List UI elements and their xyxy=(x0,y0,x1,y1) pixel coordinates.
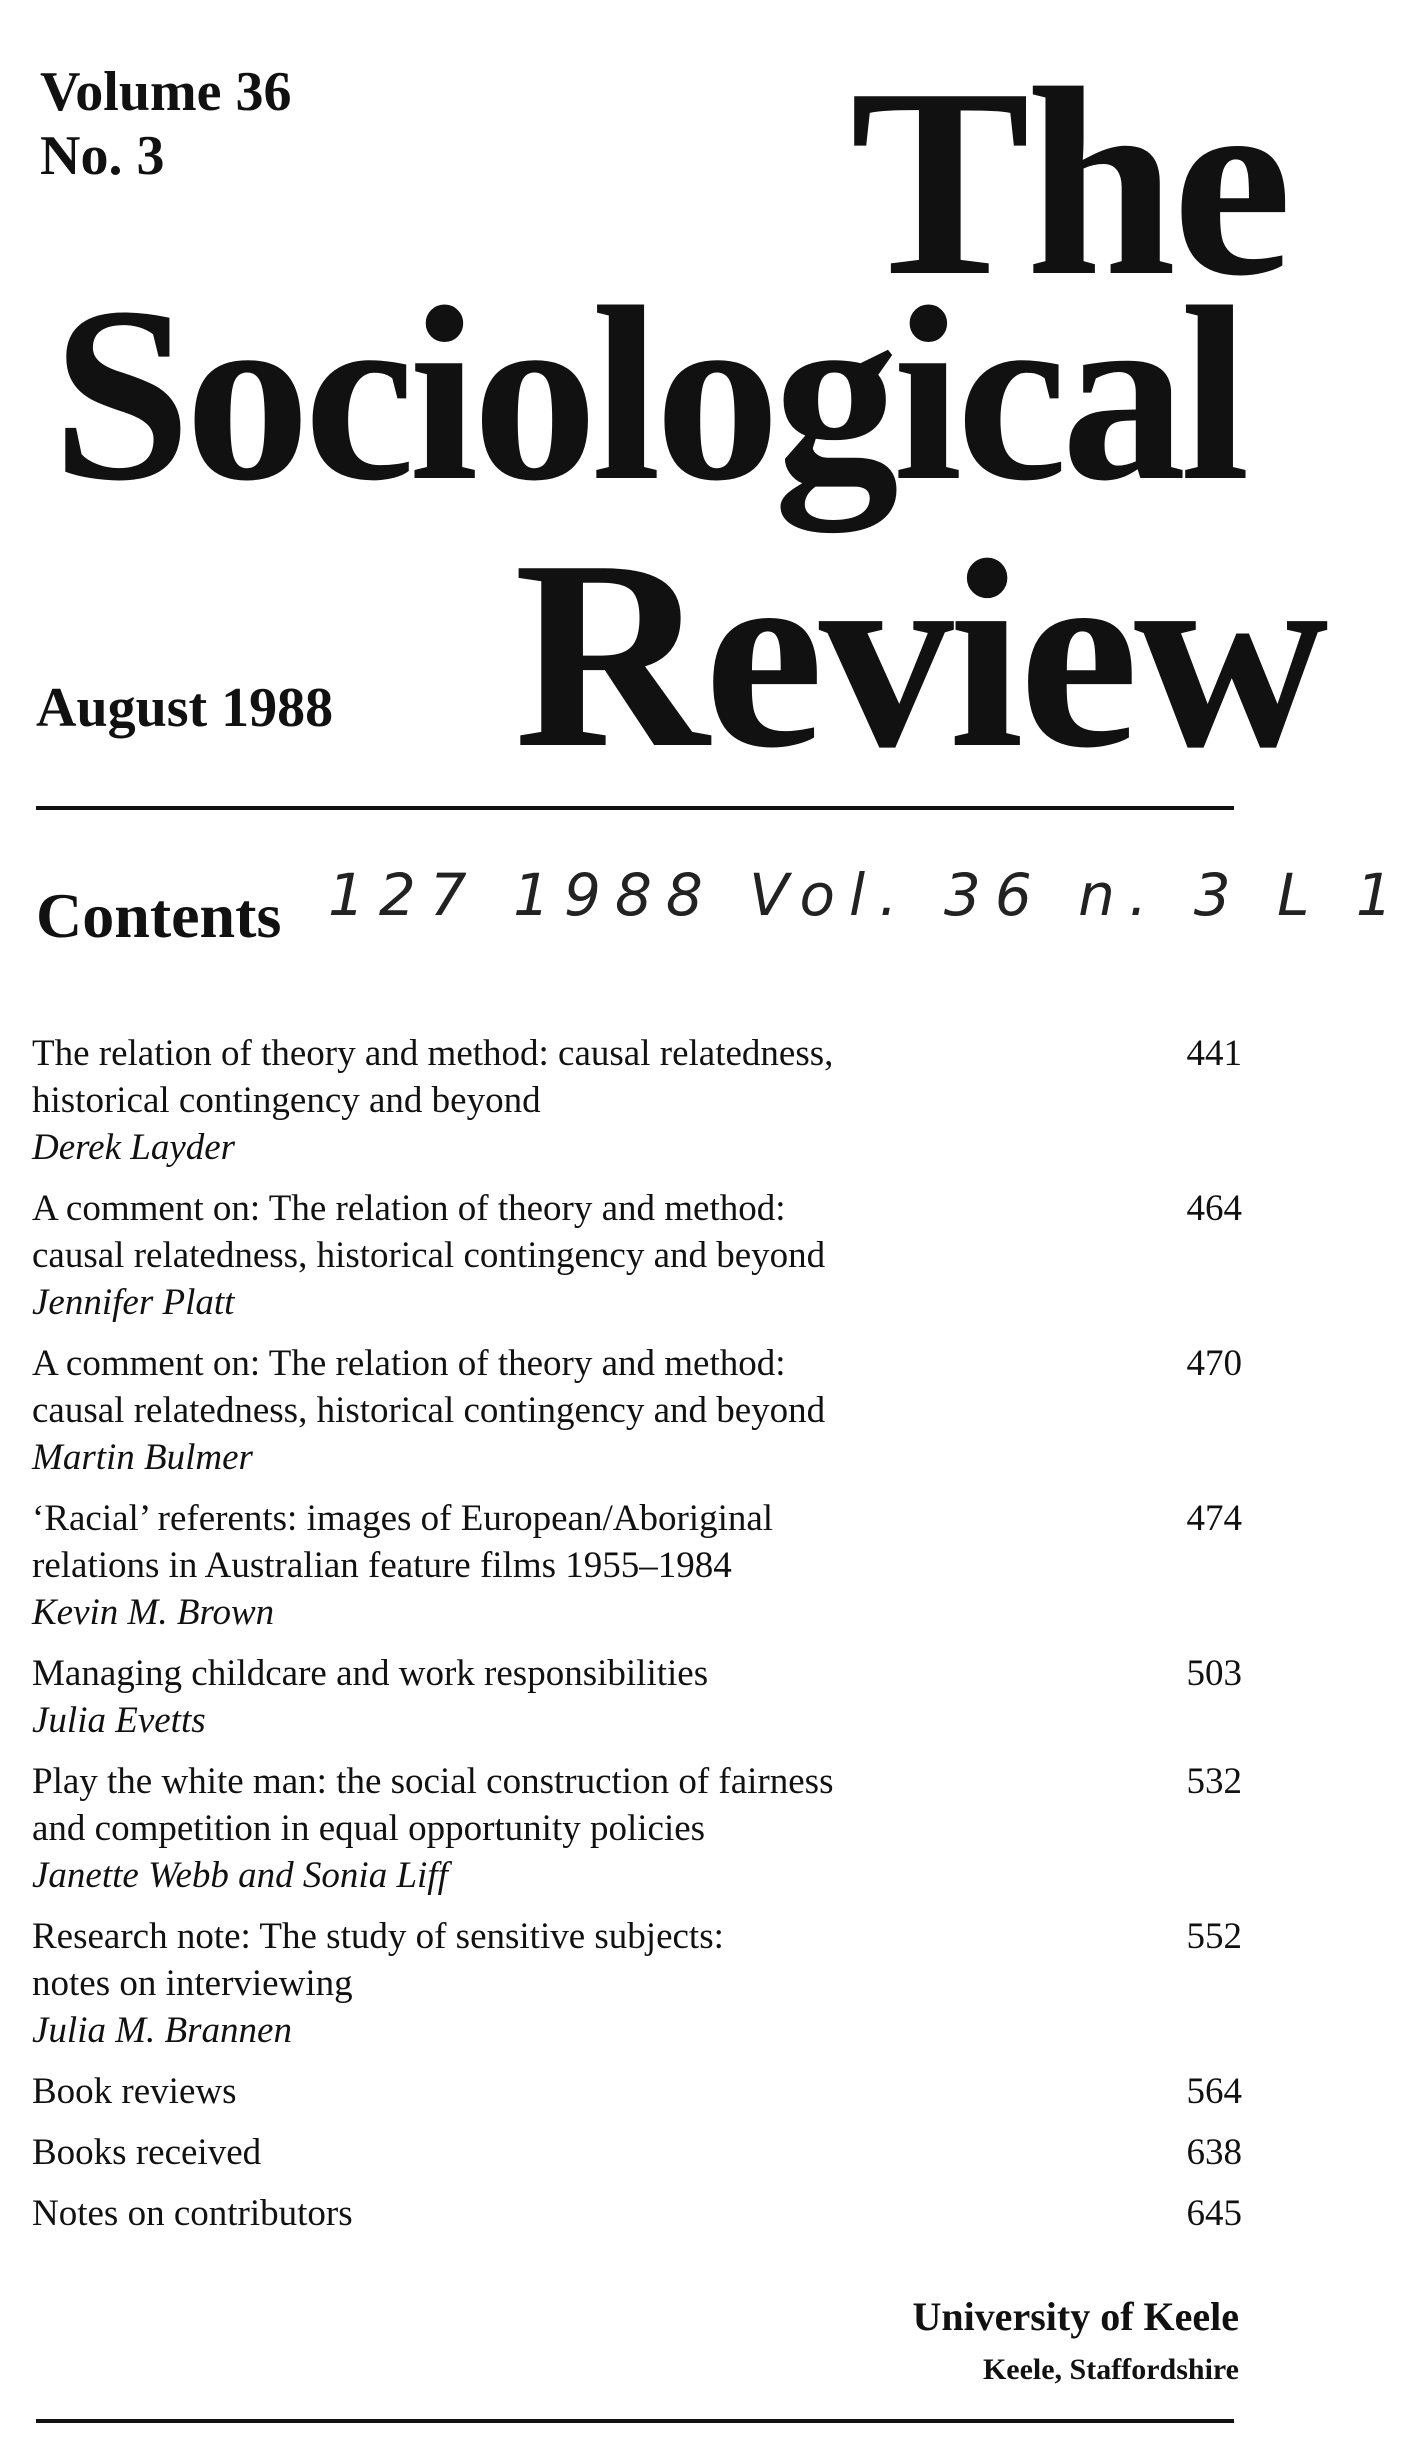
toc-entry-author: Martin Bulmer xyxy=(32,1437,253,1478)
toc-entry-author: Derek Layder xyxy=(32,1127,236,1168)
toc-entry xyxy=(32,1185,1242,1326)
toc-entry xyxy=(32,1495,1242,1636)
toc-entry-page: 532 xyxy=(1186,1761,1242,1802)
toc-entry-title: Books received xyxy=(32,2132,262,2173)
toc-entry-page: 564 xyxy=(1186,2071,1242,2112)
bottom-divider xyxy=(36,2419,1234,2423)
toc-entry-title: Notes on contributors xyxy=(32,2193,353,2234)
toc-entry-page: 503 xyxy=(1186,1653,1242,1694)
handwritten-note: 127 1988 Vol. 36 n. 3 L 1 xyxy=(328,861,1407,929)
toc-entry-author: Julia M. Brannen xyxy=(32,2010,292,2051)
top-divider xyxy=(36,806,1234,810)
journal-title-line-2: Sociological xyxy=(52,256,1244,533)
toc-entry xyxy=(32,2068,1242,2115)
toc-entry xyxy=(32,2190,1242,2237)
table-of-contents xyxy=(32,1030,1242,2251)
journal-title-line-1: The xyxy=(850,33,1289,332)
toc-entry-page: 552 xyxy=(1186,1916,1242,1957)
toc-entry-page: 474 xyxy=(1186,1498,1242,1539)
toc-entry-title: The relation of theory and method: causal relatedness, historical contingency and beyond xyxy=(32,1033,834,1121)
toc-entry-page: 470 xyxy=(1186,1343,1242,1384)
toc-entry-title: Managing childcare and work responsibilities xyxy=(32,1653,709,1694)
toc-entry-title: Play the white man: the social construction of fairness and competition in equal opportunity policies xyxy=(32,1761,834,1849)
toc-entry-author: Janette Webb and Sonia Liff xyxy=(32,1855,448,1896)
toc-entry-author: Kevin M. Brown xyxy=(32,1592,275,1633)
toc-entry-author: Julia Evetts xyxy=(32,1700,206,1741)
volume-number xyxy=(40,60,292,188)
toc-entry xyxy=(32,1913,1242,2054)
toc-entry-title: Research note: The study of sensitive subjects: notes on interviewing xyxy=(32,1916,724,2004)
publisher-name: University of Keele xyxy=(912,2294,1239,2339)
toc-entry-page: 441 xyxy=(1186,1033,1242,1074)
toc-entry-title: Book reviews xyxy=(32,2071,237,2112)
issue-label: No. 3 xyxy=(40,125,165,187)
issue-date: August 1988 xyxy=(36,677,334,739)
toc-entry-page: 638 xyxy=(1186,2132,1242,2173)
toc-entry-title: ‘Racial’ referents: images of European/Aboriginal relations in Australian feature films 1955–1984 xyxy=(32,1498,774,1586)
toc-entry xyxy=(32,2129,1242,2176)
toc-entry-author: Jennifer Platt xyxy=(32,1282,235,1323)
toc-entry xyxy=(32,1030,1242,1171)
toc-entry xyxy=(32,1758,1242,1899)
toc-entry xyxy=(32,1650,1242,1744)
journal-title-line-3: Review xyxy=(514,505,1324,804)
toc-entry-page: 464 xyxy=(1186,1188,1242,1229)
contents-heading: Contents xyxy=(36,880,282,951)
toc-entry-page: 645 xyxy=(1186,2193,1242,2234)
toc-entry-title: A comment on: The relation of theory and method: causal relatedness, historical contingency and beyond xyxy=(32,1343,826,1431)
toc-entry xyxy=(32,1340,1242,1481)
toc-entry-title: A comment on: The relation of theory and method: causal relatedness, historical contingency and beyond xyxy=(32,1188,826,1276)
volume-label: Volume 36 xyxy=(40,61,292,123)
publisher-location: Keele, Staffordshire xyxy=(982,2353,1239,2386)
